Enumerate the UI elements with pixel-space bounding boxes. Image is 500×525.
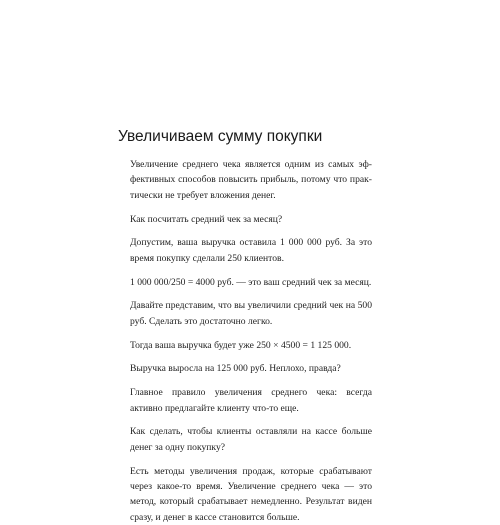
paragraph-revenue-growth: Выручка выросла на 125 000 руб. Неплохо, правда?	[130, 363, 341, 375]
paragraph-new-revenue: Тогда ваша выручка будет уже 250 × 4500 = 1 125 000.	[130, 339, 352, 351]
paragraph-average-check-intro: Увеличение среднего чека является одним из самых эффективных способов повысить прибыль, потому что практически не требует вложения денег.	[130, 159, 372, 201]
section-heading: Увеличиваем сумму покупки	[118, 128, 323, 145]
paragraph-calculation: 1 000 000/250 = 4000 руб. — это ваш средний чек за месяц.	[130, 276, 372, 288]
paragraph-sales-methods: Есть методы увеличения продаж, которые срабатывают через какое-то время. Увеличение среднего чека — это метод, который срабатывает немедленно. Результат виден сразу, и денег в кассе становится больше.	[130, 465, 372, 523]
paragraph-how-to-calculate: Как посчитать средний чек за месяц?	[130, 213, 283, 225]
paragraph-revenue-example: Допустим, ваша выручка оставила 1 000 000 руб. За это время покупку сделали 250 клиентов.	[130, 237, 372, 264]
paragraph-increase-check: Давайте представим, что вы увеличили средний чек на 500 руб. Сделать это достаточно легко.	[130, 300, 372, 327]
body-text	[130, 157, 372, 525]
paragraph-main-rule: Главное правило увеличения среднего чека: всегда активно предлагайте клиенту что-то еще.	[130, 387, 372, 414]
paragraph-question: Как сделать, чтобы клиенты оставляли на кассе больше денег за одну покупку?	[130, 426, 372, 453]
